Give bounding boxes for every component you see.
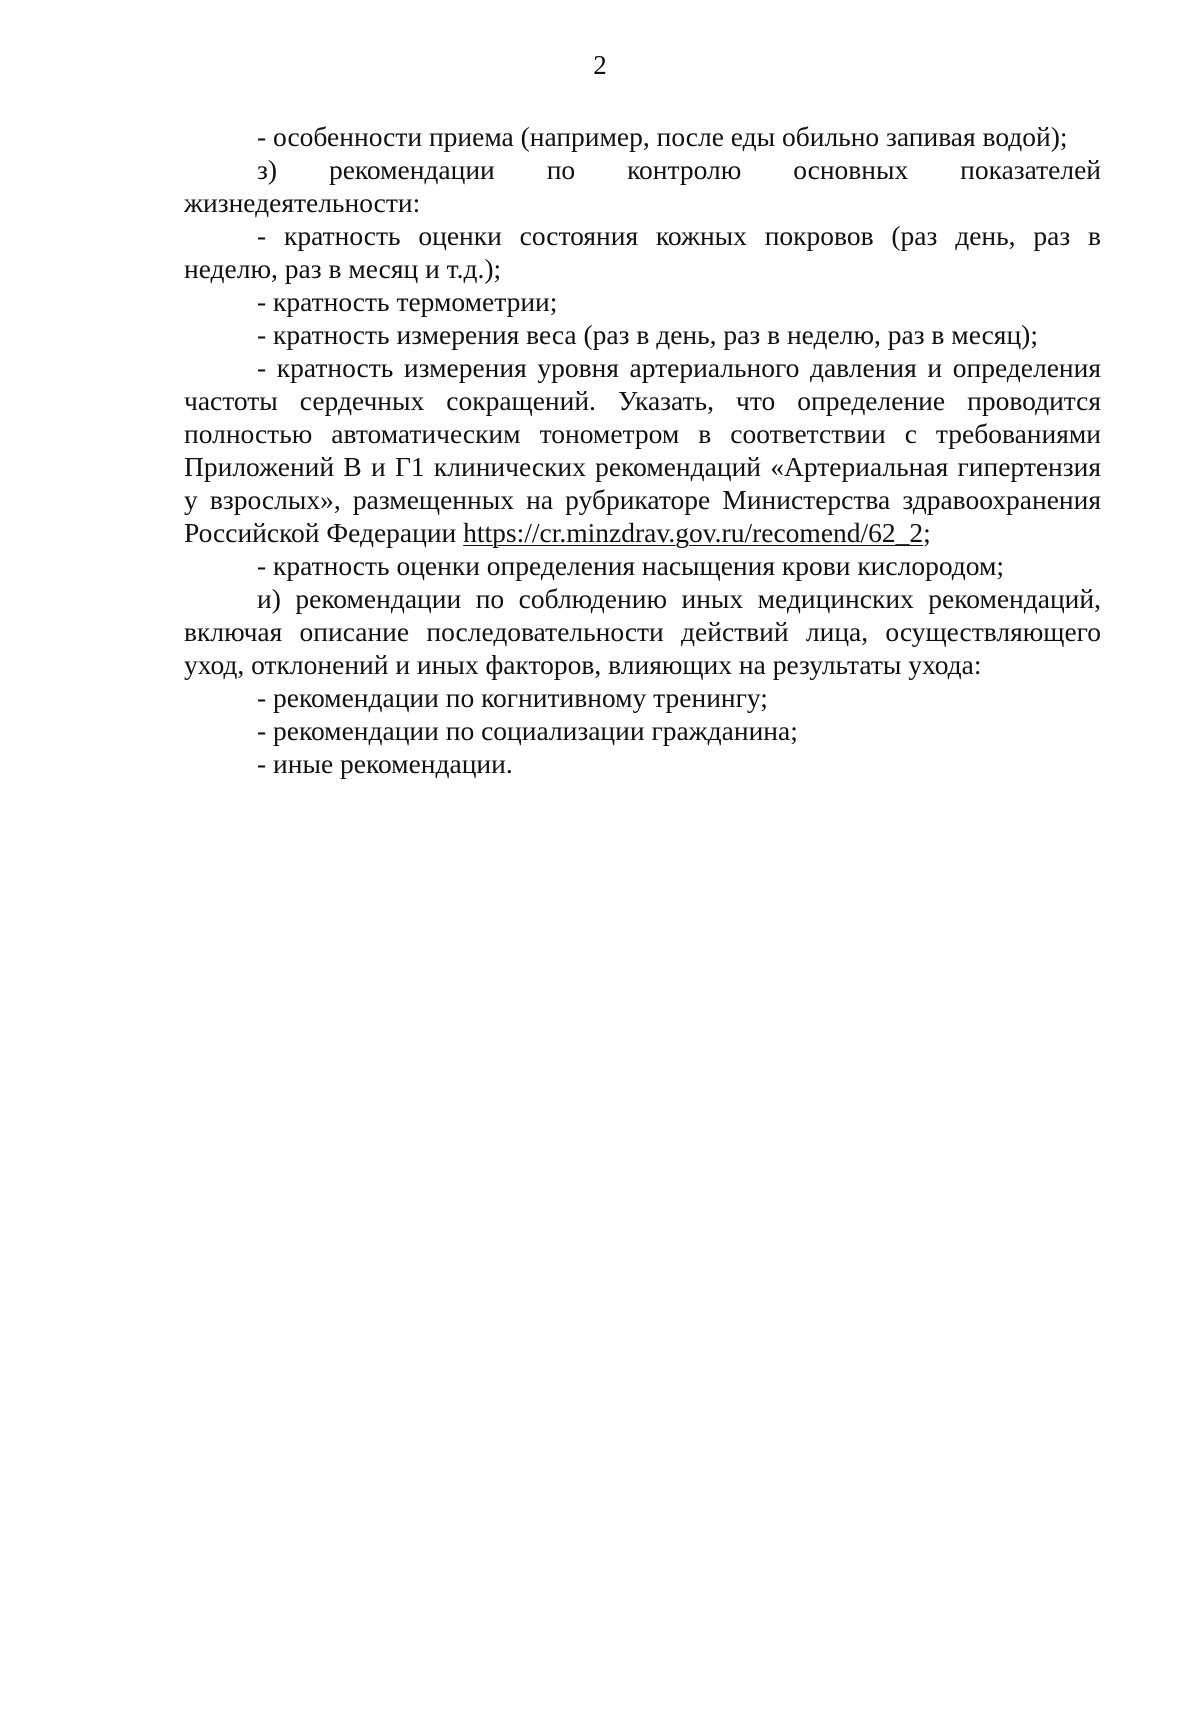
paragraph-vital-signs-heading: з) рекомендации по контролю основных показателей жизнедеятельности:	[184, 154, 1101, 218]
paragraph-skin-assessment: - кратность оценки состояния кожных покровов (раз день, раз в неделю, раз в месяц и т.д.);	[184, 220, 1101, 284]
document-body	[184, 120, 1101, 780]
paragraph-other: - иные рекомендации.	[257, 748, 513, 779]
paragraph-thermometry: - кратность термометрии;	[257, 286, 558, 317]
paragraph-cognitive-training: - рекомендации по когнитивному тренингу;	[257, 682, 768, 713]
link-suffix: ;	[923, 517, 931, 548]
paragraph-other-recommendations-heading: и) рекомендации по соблюдению иных медицинских рекомендаций, включая описание последовательности действий лица, осуществляющего уход, отклонений и иных факторов, влияющих на результаты ухода:	[184, 583, 1101, 680]
paragraph-weight: - кратность измерения веса (раз в день, раз в неделю, раз в месяц);	[257, 319, 1038, 350]
paragraph-blood-pressure	[184, 351, 1101, 549]
paragraph-oxygen-saturation: - кратность оценки определения насыщения крови кислородом;	[257, 550, 1005, 581]
paragraph-intake-features: - особенности приема (например, после еды обильно запивая водой);	[257, 121, 1068, 152]
paragraph-socialization: - рекомендации по социализации гражданина;	[257, 715, 798, 746]
blood-pressure-text: - кратность измерения уровня артериального давления и определения частоты сердечных сокращений. Указать, что определение проводится полностью автоматическим тонометром в соответствии с требованиями Приложений В и Г1 клинических рекомендаций «Артериальная гипертензия у взрослых», размещенных на рубрикаторе Министерства здравоохранения Российской Федерации	[184, 352, 1101, 548]
recommendation-link[interactable]: https://cr.minzdrav.gov.ru/recomend/62_2	[463, 517, 924, 548]
page-number: 2	[593, 50, 607, 80]
